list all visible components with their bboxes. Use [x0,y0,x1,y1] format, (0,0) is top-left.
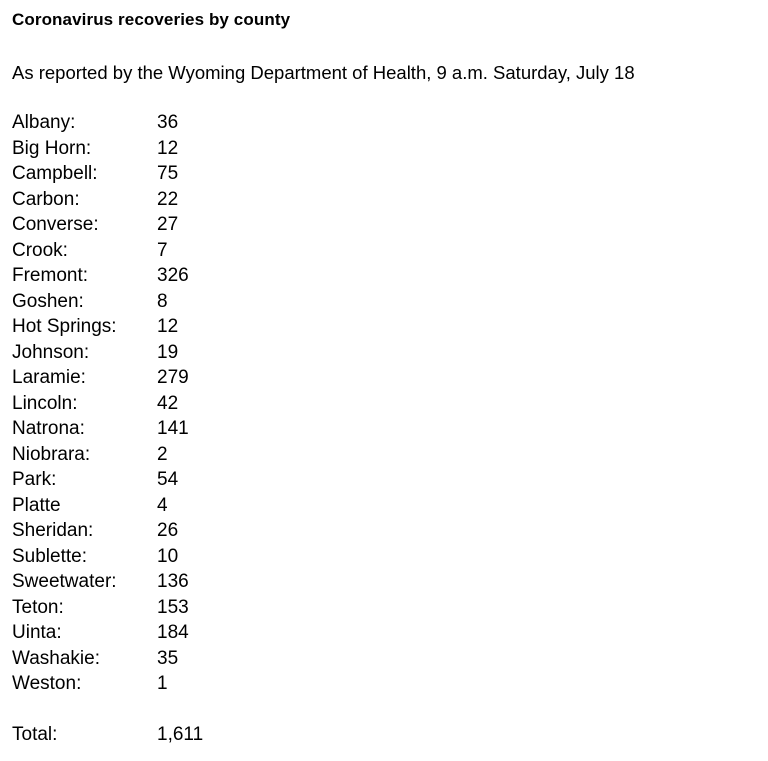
county-row [12,161,756,187]
county-row [12,238,756,264]
county-value: 8 [157,290,168,312]
county-row [12,314,756,340]
county-value: 184 [157,622,189,643]
county-row [12,365,756,391]
county-value: 1 [157,673,168,694]
county-value: 326 [157,265,189,286]
county-row [12,110,756,136]
county-value: 54 [157,469,179,490]
subtitle: As reported by the Wyoming Department of Health, 9 a.m. Saturday, July 18 [12,62,635,83]
county-row [12,646,756,672]
county-value: 141 [157,418,189,439]
county-label: Big Horn: [12,137,92,159]
county-value: 153 [157,596,189,618]
county-label: Uinta: [12,622,62,643]
county-value: 19 [157,341,179,363]
county-list [12,110,756,697]
county-value: 22 [157,188,179,210]
county-label: Washakie: [12,647,100,669]
county-value: 4 [157,494,168,516]
county-label: Niobrara: [12,443,91,465]
county-row [12,391,756,417]
county-row [12,263,756,289]
county-value: 279 [157,367,189,388]
county-label: Sweetwater: [12,571,117,592]
county-label: Hot Springs: [12,316,117,337]
county-label: Sheridan: [12,520,94,541]
county-label: Johnson: [12,341,90,363]
county-row [12,416,756,442]
county-row [12,467,756,493]
county-value: 35 [157,647,179,669]
county-row [12,340,756,366]
county-value: 75 [157,163,179,184]
county-row [12,620,756,646]
county-value: 36 [157,112,179,133]
county-row [12,289,756,315]
county-label: Weston: [12,673,82,694]
county-label: Sublette: [12,545,87,567]
county-value: 42 [157,392,179,414]
county-row [12,518,756,544]
county-value: 7 [157,239,168,261]
total-value: 1,611 [157,724,204,745]
county-label: Goshen: [12,290,84,312]
county-label: Laramie: [12,367,86,388]
county-label: Natrona: [12,418,85,439]
county-row [12,671,756,697]
county-label: Carbon: [12,188,80,210]
county-row [12,442,756,468]
county-value: 27 [157,214,179,235]
county-label: Campbell: [12,163,98,184]
county-value: 10 [157,545,179,567]
county-label: Teton: [12,596,64,618]
county-label: Fremont: [12,265,89,286]
county-label: Platte [12,494,61,516]
county-row [12,136,756,162]
county-value: 136 [157,571,189,592]
county-value: 2 [157,443,168,465]
county-row [12,595,756,621]
county-row [12,212,756,238]
county-label: Park: [12,469,57,490]
total-label: Total: [12,724,58,745]
county-row [12,493,756,519]
total-row [12,722,756,748]
page-title: Coronavirus recoveries by county [12,10,291,29]
county-row [12,569,756,595]
county-value: 12 [157,137,179,159]
county-label: Crook: [12,239,68,261]
county-row [12,544,756,570]
county-label: Albany: [12,112,76,133]
county-value: 12 [157,316,179,337]
county-value: 26 [157,520,179,541]
county-label: Lincoln: [12,392,78,414]
county-row [12,187,756,213]
county-label: Converse: [12,214,99,235]
